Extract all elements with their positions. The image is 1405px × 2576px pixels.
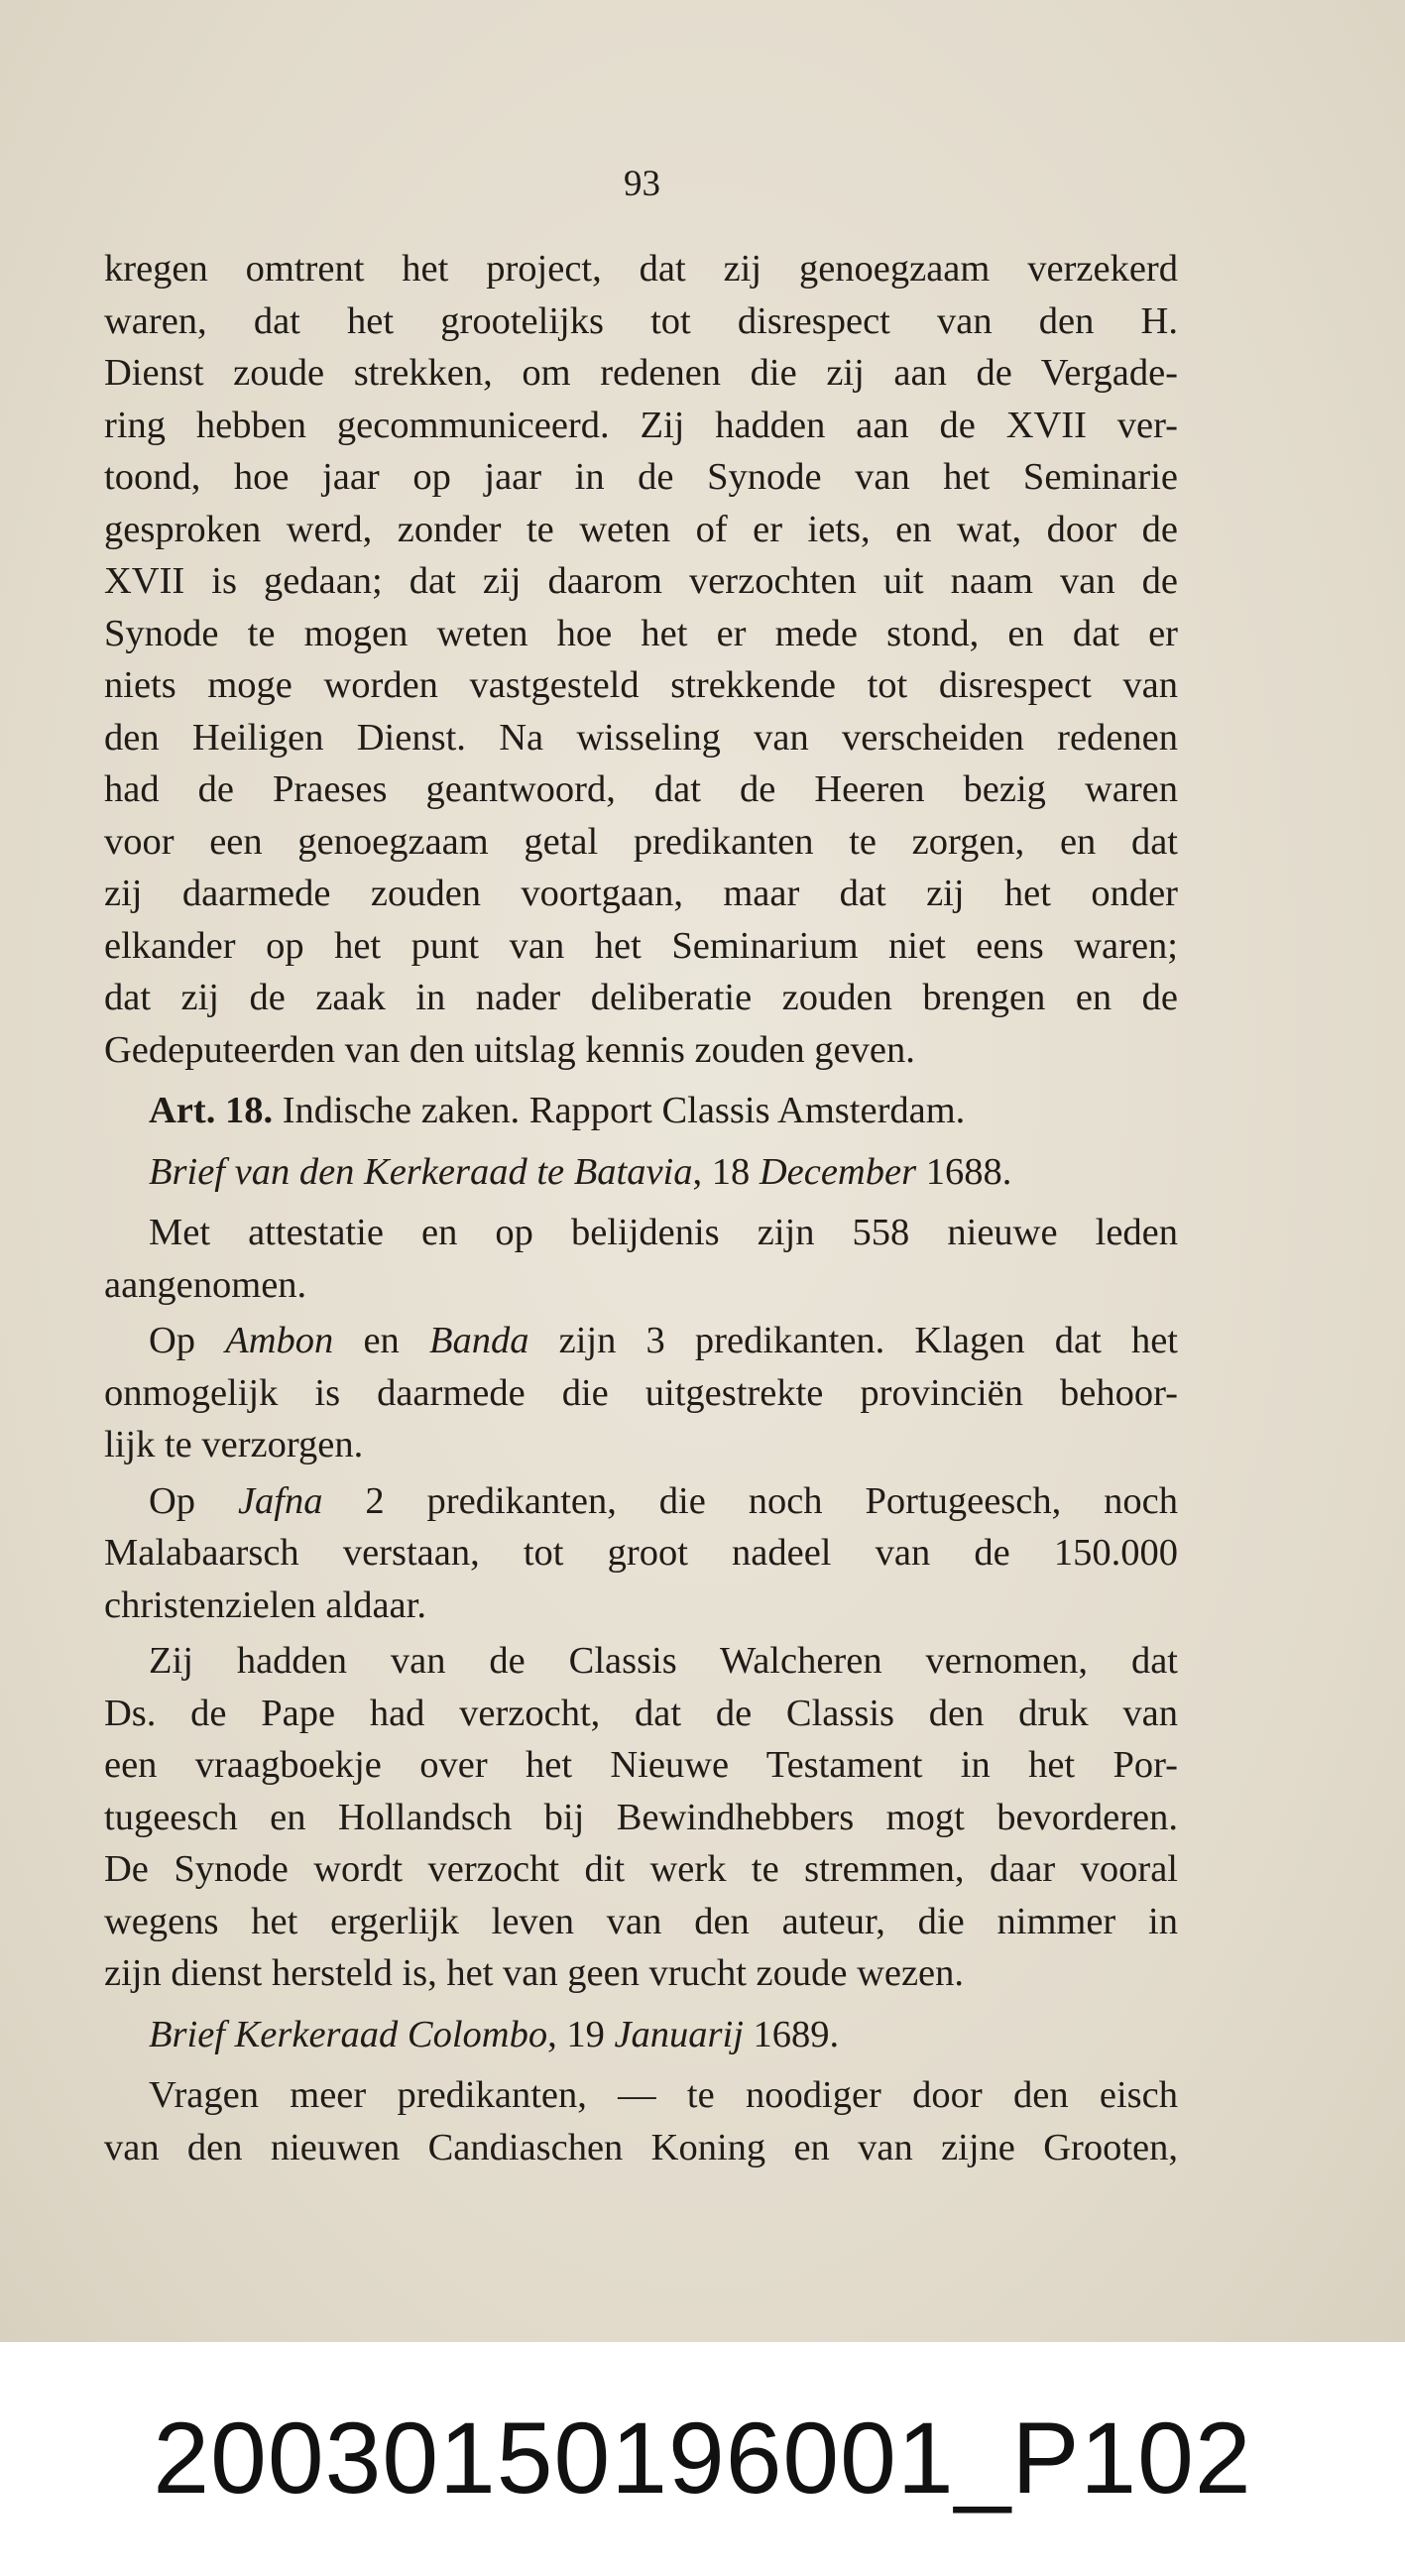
letter-heading-batavia (104, 1146, 1178, 1199)
text-line: aangenomen. (104, 1263, 307, 1306)
text-line: voor een genoegzaam getal predikanten te zorgen, en dat (104, 820, 1178, 863)
letter-date-month: Januarij (614, 2013, 744, 2055)
letter-date-day: , 19 (547, 2013, 615, 2055)
text-line: waren, dat het grootelijks tot disrespect van den H. (104, 299, 1178, 342)
text-fragment: Op (149, 1320, 226, 1361)
text-line: kregen omtrent het project, dat zij genoegzaam verzekerd (104, 248, 1178, 290)
text-line: een vraagboekje over het Nieuwe Testament in het Por- (104, 1744, 1178, 1786)
text-line: lijk te verzorgen. (104, 1424, 364, 1465)
text-line (104, 1315, 1178, 1367)
text-line: niets moge worden vastgesteld strekkende tot disrespect van (104, 664, 1178, 706)
text-fragment: zijn 3 predikanten. Klagen dat het (528, 1320, 1178, 1361)
text-line: zij daarmede zouden voortgaan, maar dat zij het onder (104, 873, 1178, 914)
place-name: Banda (428, 1320, 529, 1361)
letter-source: Brief van den Kerkeraad te Batavia (149, 1150, 693, 1193)
text-line: Zij hadden van de Classis Walcheren vernomen, dat (149, 1640, 1178, 1682)
article-heading (104, 1085, 1178, 1137)
text-line: gesproken werd, zonder te weten of er iets, en wat, door de (104, 508, 1178, 550)
text-fragment: Op (149, 1479, 238, 1522)
letter-source: Brief Kerkeraad Colombo (149, 2013, 548, 2055)
page-number: 93 (624, 164, 660, 204)
text-line: Dienst zoude strekken, om redenen die zij aan de Vergade- (104, 352, 1178, 394)
text-line: Met attestatie en op belijdenis zijn 558 nieuwe leden (149, 1212, 1178, 1253)
text-line: XVII is gedaan; dat zij daarom verzochten uit naam van de (104, 560, 1178, 602)
text-line (104, 1475, 1178, 1528)
article-label: Art. 18. (149, 1090, 274, 1131)
text-line: van den nieuwen Candiaschen Koning en van zijne Grooten, (104, 2126, 1178, 2168)
article-title: Indische zaken. Rapport Classis Amsterdam. (282, 1090, 966, 1131)
text-fragment: en (333, 1320, 429, 1361)
text-line: onmogelijk is daarmede die uitgestrekte provinciën behoor- (104, 1371, 1178, 1414)
text-line: dat zij de zaak in nader deliberatie zouden brengen en de (104, 977, 1178, 1018)
text-fragment: 2 predikanten, die noch Portugeesch, noch (322, 1479, 1178, 1522)
letter-heading-colombo (104, 2009, 1178, 2061)
text-line: den Heiligen Dienst. Na wisseling van verscheiden redenen (104, 716, 1178, 759)
text-line: De Synode wordt verzocht dit werk te stremmen, daar vooral (104, 1848, 1178, 1890)
text-line: had de Praeses geantwoord, dat de Heeren bezig waren (104, 768, 1178, 810)
text-line: Vragen meer predikanten, — te noodiger door den eisch (149, 2074, 1178, 2116)
text-line: Ds. de Pape had verzocht, dat de Classis den druk van (104, 1692, 1178, 1734)
text-line: Malabaarsch verstaan, tot groot nadeel van de 150.000 (104, 1532, 1178, 1574)
letter-date-month: December (759, 1150, 917, 1193)
page-text (104, 243, 1178, 2173)
scan-footer (0, 2342, 1405, 2576)
text-line: Gedeputeerden van den uitslag kennis zouden geven. (104, 1028, 915, 1071)
scan-id-label: 20030150196001_P102 (153, 2401, 1252, 2515)
text-line: ring hebben gecommuniceerd. Zij hadden aan de XVII ver- (104, 404, 1178, 446)
letter-date-day: , 18 (692, 1150, 760, 1193)
text-line: christenzielen aldaar. (104, 1583, 426, 1626)
place-name: Ambon (225, 1320, 334, 1361)
letter-date-year: 1689. (743, 2013, 840, 2055)
text-line: zijn dienst hersteld is, het van geen vrucht zoude wezen. (104, 1952, 965, 1994)
text-line: elkander op het punt van het Seminarium niet eens waren; (104, 924, 1178, 967)
text-line: toond, hoe jaar op jaar in de Synode van het Seminarie (104, 456, 1178, 498)
text-line: tugeesch en Hollandsch bij Bewindhebbers mogt bevorderen. (104, 1796, 1178, 1838)
place-name: Jafna (237, 1479, 323, 1522)
letter-date-year: 1688. (916, 1150, 1012, 1193)
text-line: Synode te mogen weten hoe het er mede stond, en dat er (104, 612, 1178, 654)
text-line: wegens het ergerlijk leven van den auteur, die nimmer in (104, 1900, 1178, 1942)
